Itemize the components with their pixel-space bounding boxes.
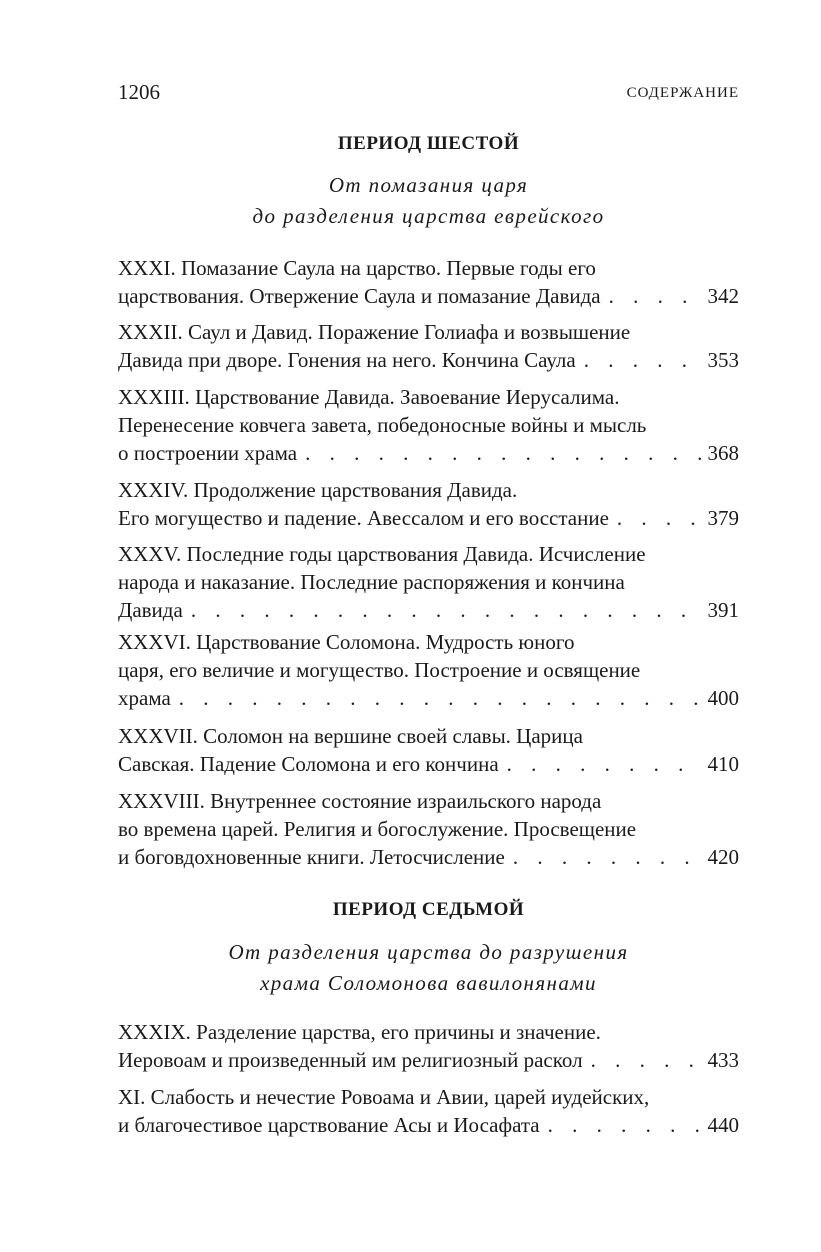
toc-page-number: 420 <box>707 845 739 869</box>
toc-entry-line: XI. Слабость и нечестие Ровоама и Авии, царей иудейских, <box>118 1085 650 1109</box>
toc-entry-line: XXXIV. Продолжение царствования Давида. <box>118 478 518 502</box>
toc-entry[interactable] <box>118 1018 739 1074</box>
running-head-section: СОДЕРЖАНИЕ <box>626 85 739 101</box>
dot-leader <box>505 843 702 871</box>
period-subtitle-line: От разделения царства до разрушения <box>228 940 629 964</box>
toc-page-number: 368 <box>707 441 739 465</box>
dot-leader <box>183 596 702 624</box>
period-subtitle-line: до разделения царства еврейского <box>252 204 605 228</box>
toc-entry-line: XXXII. Саул и Давид. Поражение Голиафа и возвышение <box>118 320 631 344</box>
toc-page-number: 400 <box>707 686 739 710</box>
toc-entry-line: во времена царей. Религия и богослужение. Просвещение <box>118 817 637 841</box>
toc-entry[interactable] <box>118 476 739 532</box>
toc-page-number: 353 <box>707 348 739 372</box>
toc-entry-line: народа и наказание. Последние распоряжения и кончина <box>118 570 625 594</box>
dot-leader <box>583 1046 702 1074</box>
toc-entry[interactable] <box>118 722 739 778</box>
toc-entry-line: Савская. Падение Соломона и его кончина <box>118 752 499 776</box>
toc-page-number: 379 <box>707 506 739 530</box>
toc-entry[interactable] <box>118 540 739 624</box>
toc-entry-line: XXXVI. Царствование Соломона. Мудрость юного <box>118 630 575 654</box>
toc-entry-line: Давида <box>118 598 183 622</box>
period-title: ПЕРИОД СЕДЬМОЙ <box>332 899 525 920</box>
toc-entry[interactable] <box>118 787 739 871</box>
dot-leader <box>609 504 702 532</box>
period-subtitle-line: храма Соломонова вавилонянами <box>260 971 597 995</box>
toc-entry-line: XXXVIII. Внутреннее состояние израильского народа <box>118 789 602 813</box>
toc-entry-line: и благочестивое царствование Асы и Иосафата <box>118 1113 540 1137</box>
toc-entry-line: царя, его величие и могущество. Построение и освящение <box>118 658 641 682</box>
toc-entry-line: Его могущество и падение. Авессалом и его восстание <box>118 506 609 530</box>
toc-entry[interactable] <box>118 254 739 310</box>
dot-leader <box>540 1111 702 1139</box>
period-subtitle-line: От помазания царя <box>328 173 529 197</box>
toc-entry[interactable] <box>118 628 739 712</box>
toc-entry-line: XXXI. Помазание Саула на царство. Первые годы его <box>118 256 596 280</box>
toc-page-number: 342 <box>707 284 739 308</box>
toc-entry-line: Давида при дворе. Гонения на него. Кончина Саула <box>118 348 576 372</box>
toc-entry-line: царствования. Отвержение Саула и помазание Давида <box>118 284 601 308</box>
dot-leader <box>499 750 702 778</box>
toc-page-number: 433 <box>707 1048 739 1072</box>
toc-entry[interactable] <box>118 383 739 467</box>
period-subtitle <box>118 937 739 999</box>
dot-leader <box>297 439 701 467</box>
toc-entry-line: храма <box>118 686 171 710</box>
toc-entry-line: XXXIX. Разделение царства, его причины и значение. <box>118 1020 601 1044</box>
period-title: ПЕРИОД ШЕСТОЙ <box>337 133 520 154</box>
toc-entry-line: Иеровоам и произведенный им религиозный раскол <box>118 1048 583 1072</box>
dot-leader <box>601 282 702 310</box>
toc-entry-line: XXXIII. Царствование Давида. Завоевание Иерусалима. <box>118 385 620 409</box>
toc-entry-line: и боговдохновенные книги. Летосчисление <box>118 845 505 869</box>
toc-page-number: 440 <box>707 1113 739 1137</box>
period-subtitle <box>118 170 739 232</box>
toc-page-number: 391 <box>707 598 739 622</box>
running-head <box>118 79 739 105</box>
dot-leader <box>171 684 702 712</box>
page-number: 1206 <box>118 80 160 104</box>
toc-page-number: 410 <box>707 752 739 776</box>
toc-entry-line: XXXVII. Соломон на вершине своей славы. Царица <box>118 724 583 748</box>
dot-leader <box>576 346 702 374</box>
toc-entry-line: о построении храма <box>118 441 298 465</box>
toc-entry-line: Перенесение ковчега завета, победоносные войны и мысль <box>118 413 647 437</box>
toc-entry-line: XXXV. Последние годы царствования Давида. Исчисление <box>118 542 646 566</box>
toc-entry[interactable] <box>118 318 739 374</box>
toc-entry[interactable] <box>118 1083 739 1139</box>
